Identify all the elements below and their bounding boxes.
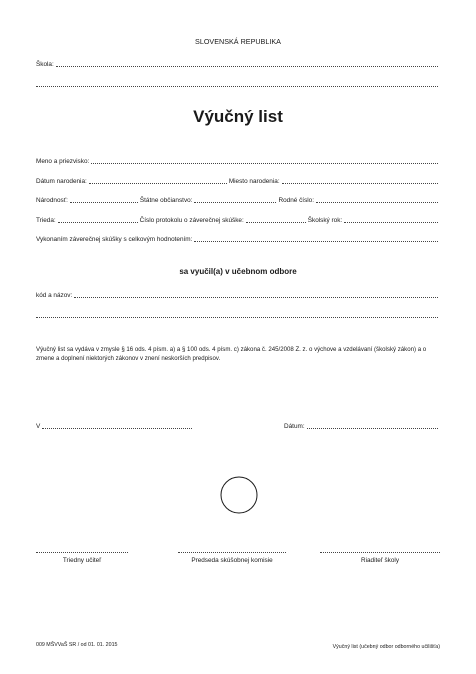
birth-number-label: Rodné číslo: bbox=[278, 197, 315, 204]
footer-form-title: Výučný list (učebný odbor odborného učilišťa) bbox=[332, 644, 440, 650]
signature-label: Triedny učiteľ bbox=[62, 557, 102, 564]
country-heading: SLOVENSKÁ REPUBLIKA bbox=[195, 37, 281, 46]
school-field[interactable] bbox=[56, 66, 438, 67]
birth-row bbox=[36, 178, 440, 185]
signature-headmaster bbox=[320, 552, 440, 564]
school-label: Škola: bbox=[36, 61, 54, 68]
subheading: sa vyučil(a) v učebnom odbore bbox=[179, 267, 297, 276]
birth-date-label: Dátum narodenia: bbox=[36, 178, 87, 185]
date-field[interactable] bbox=[307, 428, 438, 429]
overall-row bbox=[36, 236, 440, 243]
overall-label: Vykonaním záverečnej skúšky s celkovým hodnotením: bbox=[36, 236, 193, 243]
document-title: Výučný list bbox=[193, 107, 283, 126]
birth-date-field[interactable] bbox=[89, 183, 227, 184]
signature-committee-chair bbox=[178, 552, 286, 564]
birth-place-label: Miesto narodenia: bbox=[228, 178, 280, 185]
class-field[interactable] bbox=[58, 222, 138, 223]
school-field-line2[interactable] bbox=[36, 86, 438, 87]
date-label: Dátum: bbox=[284, 423, 305, 430]
legal-text: Výučný list sa vydáva v zmysle § 16 ods. 4 písm. a) a § 100 ods. 4 písm. c) zákona č. 245/2008 Z. z. o výchove a vzdelávaní (školský zákon) a o zmene a doplnení niektorých zákonov v znení neskorších predpisov. bbox=[36, 346, 427, 362]
nationality-row bbox=[36, 197, 440, 204]
citizenship-field[interactable] bbox=[194, 202, 276, 203]
school-year-label: Školský rok: bbox=[307, 217, 343, 224]
birth-place-field[interactable] bbox=[282, 183, 438, 184]
protocol-label: Číslo protokolu o záverečnej skúške: bbox=[139, 217, 244, 224]
class-row bbox=[36, 217, 440, 224]
code-field-line2[interactable] bbox=[36, 317, 438, 318]
date-row bbox=[284, 423, 440, 430]
signature-line[interactable] bbox=[36, 552, 128, 553]
name-label: Meno a priezvisko: bbox=[36, 158, 90, 165]
signature-class-teacher bbox=[36, 552, 128, 564]
class-label: Trieda: bbox=[36, 217, 56, 224]
signature-label: Riaditeľ školy bbox=[360, 557, 400, 564]
nationality-field[interactable] bbox=[70, 202, 138, 203]
place-field[interactable] bbox=[42, 428, 192, 429]
code-label: kód a názov: bbox=[36, 292, 73, 299]
name-row bbox=[36, 158, 440, 165]
code-row bbox=[36, 292, 440, 299]
name-field[interactable] bbox=[91, 163, 438, 164]
citizenship-label: Štátne občianstvo: bbox=[139, 197, 193, 204]
signature-line[interactable] bbox=[320, 552, 440, 553]
school-year-field[interactable] bbox=[344, 222, 438, 223]
overall-field[interactable] bbox=[194, 241, 438, 242]
nationality-label: Národnosť: bbox=[36, 197, 68, 204]
code-field[interactable] bbox=[74, 297, 438, 298]
school-row bbox=[36, 61, 440, 68]
birth-number-field[interactable] bbox=[316, 202, 438, 203]
footer-form-code: 009 MŠVVaŠ SR / od 01. 01. 2015 bbox=[36, 642, 118, 648]
stamp-circle bbox=[219, 475, 259, 515]
place-row bbox=[36, 423, 194, 430]
place-label: V bbox=[36, 423, 41, 430]
signature-label: Predseda skúšobnej komisie bbox=[191, 557, 273, 564]
signature-line[interactable] bbox=[178, 552, 286, 553]
protocol-field[interactable] bbox=[246, 222, 306, 223]
